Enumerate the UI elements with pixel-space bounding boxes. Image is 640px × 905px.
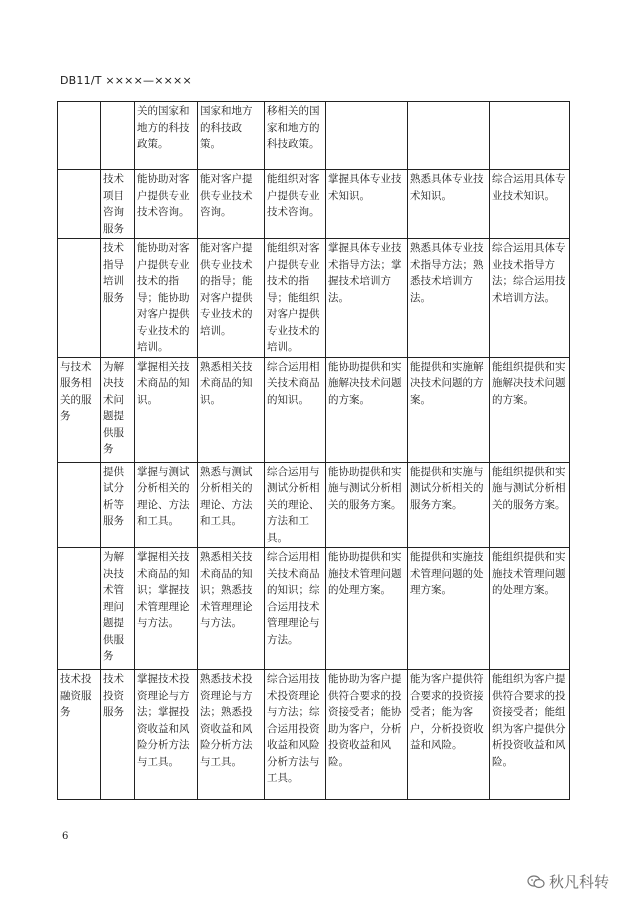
table-cell-c6: 综合运用具体专业技术指导方法；综合运用技术培训方法。 (490, 239, 570, 358)
table-cell-c6: 能组织提供和实施解决技术问题的方案。 (490, 357, 570, 462)
table-cell-cat (58, 102, 101, 170)
table-cell-c3: 能组织对客户提供专业技术的指导；能组织对客户提供专业技术的培训。 (265, 239, 326, 358)
table-cell-c1: 关的国家和地方的科技政策。 (135, 102, 198, 170)
table-cell-c6: 综合运用具体专业技术知识。 (490, 170, 570, 239)
table-cell-c4: 能协助提供和实施解决技术问题的方案。 (326, 357, 408, 462)
table-cell-sub: 技术投资服务 (101, 670, 135, 800)
wechat-icon (527, 875, 545, 889)
table-cell-cat (58, 548, 101, 670)
table-row (58, 462, 570, 548)
table-cell-c4: 能协助为客户提供符合要求的投资接受者；能协助为客户，分析投资收益和风险。 (326, 670, 408, 800)
table-cell-c3: 综合运用相关技术商品的知识。 (265, 357, 326, 462)
table-row (58, 239, 570, 358)
table-cell-sub (101, 102, 135, 170)
table-cell-c4: 掌握具体专业技术指导方法；掌握技术培训方法。 (326, 239, 408, 358)
page-number: 6 (62, 831, 69, 842)
table-cell-c3: 综合运用技术投资理论与方法；综合运用投资收益和风险分析方法与工具。 (265, 670, 326, 800)
table-cell-cat (58, 239, 101, 358)
table-cell-c1: 能协助对客户提供专业技术的指导；能协助对客户提供专业技术的培训。 (135, 239, 198, 358)
table-cell-c3: 综合运用相关技术商品的知识；综合运用技术管理理论与方法。 (265, 548, 326, 670)
table-cell-c2: 熟悉与测试分析相关的理论、方法和工具。 (198, 462, 265, 548)
table-cell-sub: 技术指导培训服务 (101, 239, 135, 358)
table-cell-c1: 掌握相关技术商品的知识。 (135, 357, 198, 462)
table-cell-c1: 掌握技术投资理论与方法；掌握投资收益和风险分析方法与工具。 (135, 670, 198, 800)
table-row (58, 548, 570, 670)
standard-code: DB11/T ××××—×××× (60, 74, 192, 87)
table-row (58, 670, 570, 800)
table-row (58, 170, 570, 239)
table-cell-c3: 能组织对客户提供专业技术咨询。 (265, 170, 326, 239)
table-cell-cat: 技术投融资服务 (58, 670, 101, 800)
table-row (58, 102, 570, 170)
table-cell-c2: 国家和地方的科技政策。 (198, 102, 265, 170)
table-cell-c5: 熟悉具体专业技术指导方法；熟悉技术培训方法。 (408, 239, 490, 358)
table-cell-sub: 技术项目咨询服务 (101, 170, 135, 239)
table-cell-c5: 能提供和实施技术管理问题的处理方案。 (408, 548, 490, 670)
watermark (527, 871, 609, 892)
table-cell-cat: 与技术服务相关的服务 (58, 357, 101, 462)
table-cell-c2: 熟悉相关技术商品的知识。 (198, 357, 265, 462)
table-cell-c4: 能协助提供和实施与测试分析相关的服务方案。 (326, 462, 408, 548)
table-cell-c6: 能组织提供和实施与测试分析相关的服务方案。 (490, 462, 570, 548)
table-cell-c5 (408, 102, 490, 170)
table-cell-c3: 移相关的国家和地方的科技政策。 (265, 102, 326, 170)
table-cell-c2: 能对客户提供专业技术咨询。 (198, 170, 265, 239)
table-cell-c6 (490, 102, 570, 170)
table-cell-c5: 熟悉具体专业技术知识。 (408, 170, 490, 239)
table-cell-cat (58, 462, 101, 548)
table-cell-c4: 能协助提供和实施技术管理问题的处理方案。 (326, 548, 408, 670)
table-cell-c2: 能对客户提供专业技术的指导；能对客户提供专业技术的培训。 (198, 239, 265, 358)
table-row (58, 357, 570, 462)
table-cell-c5: 能提供和实施与测试分析相关的服务方案。 (408, 462, 490, 548)
table-cell-c1: 掌握相关技术商品的知识；掌握技术管理理论与方法。 (135, 548, 198, 670)
table-cell-c2: 熟悉技术投资理论与方法；熟悉投资收益和风险分析方法与工具。 (198, 670, 265, 800)
table-cell-c6: 能组织为客户提供符合要求的投资接受者；能组织为客户提供分析投资收益和风险。 (490, 670, 570, 800)
table-cell-c6: 能组织提供和实施技术管理问题的处理方案。 (490, 548, 570, 670)
competency-table (57, 101, 570, 800)
table-cell-c5: 能提供和实施解决技术问题的方案。 (408, 357, 490, 462)
table-cell-c2: 熟悉相关技术商品的知识；熟悉技术管理理论与方法。 (198, 548, 265, 670)
table-cell-sub: 提供试分析等服务 (101, 462, 135, 548)
table-cell-c4: 掌握具体专业技术知识。 (326, 170, 408, 239)
table-cell-c1: 能协助对客户提供专业技术咨询。 (135, 170, 198, 239)
table-cell-cat (58, 170, 101, 239)
table-cell-sub: 为解决技术问题提供服务 (101, 357, 135, 462)
table-cell-sub: 为解决技术管理问题提供服务 (101, 548, 135, 670)
table-cell-c1: 掌握与测试分析相关的理论、方法和工具。 (135, 462, 198, 548)
table-cell-c4 (326, 102, 408, 170)
table-cell-c5: 能为客户提供符合要求的投资接受者；能为客户，分析投资收益和风险。 (408, 670, 490, 800)
table-cell-c3: 综合运用与测试分析相关的理论、方法和工具。 (265, 462, 326, 548)
watermark-text: 秋凡科转 (549, 873, 610, 891)
